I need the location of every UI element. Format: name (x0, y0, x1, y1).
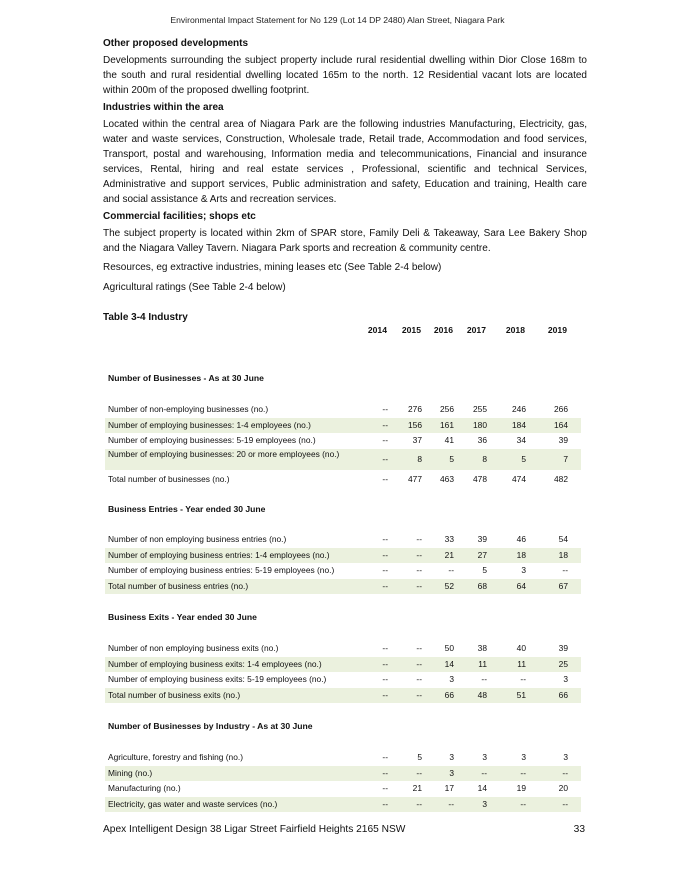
table-cell: 27 (477, 549, 487, 560)
year-header: 2019 (547, 325, 567, 335)
table-row (105, 402, 581, 417)
table-cell: -- (448, 798, 454, 809)
table-cell: 5 (449, 453, 454, 464)
table-cell: 20 (558, 783, 568, 793)
row-label: Number of employing businesses: 5-19 employees (no.) (108, 435, 316, 445)
row-label: Number of non-employing businesses (no.) (108, 404, 269, 414)
table-cell: 463 (440, 473, 454, 484)
table-cell: -- (382, 767, 388, 778)
table-cell: 41 (444, 435, 454, 445)
table-cell: 46 (516, 534, 526, 544)
table-cell: 39 (477, 534, 487, 544)
year-header: 2014 (367, 325, 387, 335)
table-cell: 477 (408, 473, 422, 484)
table-cell: -- (382, 435, 388, 445)
table-cell: 21 (412, 783, 422, 793)
table-cell: 3 (521, 565, 526, 575)
table-cell: 21 (444, 549, 454, 560)
table-year-header (103, 325, 581, 339)
table-row (105, 548, 581, 563)
section-paragraph: The subject property is located within 2km of SPAR store, Family Deli & Takeaway, Sara Lee Bakery Shop and the Niagara Valley Tavern. Niagara Park sports and recreation & community centre. (103, 228, 587, 254)
table-cell: -- (416, 658, 422, 669)
table-cell: 11 (478, 658, 487, 669)
table-cell: 39 (558, 435, 568, 445)
table-cell: 5 (482, 565, 487, 575)
row-label: Number of non employing business exits (no.) (108, 643, 279, 653)
table-cell: -- (416, 767, 422, 778)
table-cell: 25 (558, 658, 568, 669)
table-cell: 39 (558, 643, 568, 653)
year-header: 2017 (466, 325, 486, 335)
table-cell: 8 (417, 453, 422, 464)
page-header: Environmental Impact Statement for No 129 (Lot 14 DP 2480) Alan Street, Niagara Park (170, 15, 505, 25)
row-label: Number of employing businesses: 20 or more employees (no.) (108, 448, 340, 459)
table-cell: -- (481, 767, 487, 778)
table-cell: 5 (417, 752, 422, 762)
table-cell: -- (382, 643, 388, 653)
row-label: Number of employing business exits: 1-4 employees (no.) (108, 658, 322, 669)
row-label: Total number of businesses (no.) (108, 473, 230, 484)
table-cell: 156 (408, 419, 422, 430)
table-cell: 64 (516, 580, 526, 591)
row-label: Number of employing business entries: 5-19 employees (no.) (108, 565, 335, 575)
table-row (105, 418, 581, 433)
agricultural-line: Agricultural ratings (See Table 2-4 below) (103, 282, 286, 293)
table-cell: -- (382, 658, 388, 669)
table-cell: 48 (477, 689, 487, 700)
table-row (105, 433, 581, 448)
table-cell: 37 (412, 435, 422, 445)
table-cell: -- (382, 534, 388, 544)
table-cell: -- (520, 674, 526, 684)
row-label: Manufacturing (no.) (108, 783, 181, 793)
section-heading: Commercial facilities; shops etc (103, 211, 256, 222)
table-cell: -- (562, 767, 568, 778)
table-cell: 36 (477, 435, 487, 445)
table-cell: -- (416, 549, 422, 560)
table-row (105, 750, 581, 765)
table-cell: 164 (554, 419, 568, 430)
table-cell: 66 (558, 689, 568, 700)
row-label: Number of employing business entries: 1-4 employees (no.) (108, 549, 330, 560)
table-cell: 3 (482, 752, 487, 762)
table-cell: -- (481, 674, 487, 684)
table-cell: 38 (477, 643, 487, 653)
table-title: Table 3-4 Industry (103, 312, 188, 323)
table-cell: -- (416, 580, 422, 591)
table-cell: -- (416, 565, 422, 575)
table-cell: 34 (516, 435, 526, 445)
table-cell: 50 (444, 643, 454, 653)
table-cell: -- (416, 534, 422, 544)
section-heading: Industries within the area (103, 102, 224, 113)
table-section-title: Business Exits - Year ended 30 June (108, 612, 257, 622)
table-cell: 3 (563, 674, 568, 684)
table-cell: 8 (482, 453, 487, 464)
table-cell: 180 (473, 419, 487, 430)
table-cell: 17 (444, 783, 454, 793)
table-row (105, 657, 581, 672)
table-cell: -- (416, 674, 422, 684)
table-row (105, 672, 581, 687)
year-header: 2016 (433, 325, 453, 335)
table-cell: 255 (473, 404, 487, 414)
table-row (105, 766, 581, 781)
table-cell: 474 (512, 473, 526, 484)
table-cell: -- (562, 798, 568, 809)
table-cell: 7 (563, 453, 568, 464)
table-cell: -- (382, 473, 388, 484)
table-row (105, 688, 581, 703)
row-label: Total number of business exits (no.) (108, 689, 241, 700)
table-cell: 276 (408, 404, 422, 414)
table-row (105, 781, 581, 796)
year-header: 2018 (505, 325, 525, 335)
table-cell: 66 (444, 689, 454, 700)
table-cell: 3 (563, 752, 568, 762)
table-cell: -- (520, 767, 526, 778)
table-cell: -- (520, 798, 526, 809)
table-cell: 33 (444, 534, 454, 544)
table-cell: 14 (477, 783, 487, 793)
table-row (105, 641, 581, 656)
table-cell: -- (382, 404, 388, 414)
table-cell: 3 (482, 798, 487, 809)
row-label: Mining (no.) (108, 767, 153, 778)
table-cell: -- (416, 643, 422, 653)
table-cell: 184 (512, 419, 526, 430)
table-cell: 18 (516, 549, 526, 560)
table-row (105, 579, 581, 594)
table-cell: -- (382, 752, 388, 762)
table-cell: -- (382, 565, 388, 575)
table-cell: -- (416, 798, 422, 809)
table-cell: -- (448, 565, 454, 575)
table-cell: -- (382, 549, 388, 560)
table-cell: 5 (521, 453, 526, 464)
table-cell: -- (382, 453, 388, 464)
table-cell: 14 (444, 658, 454, 669)
table-cell: 19 (516, 783, 526, 793)
table-cell: 161 (440, 419, 454, 430)
table-cell: 3 (449, 752, 454, 762)
resources-line: Resources, eg extractive industries, mining leases etc (See Table 2-4 below) (103, 262, 442, 273)
table-cell: 478 (473, 473, 487, 484)
section-paragraph: Located within the central area of Niagara Park are the following industries Manufacturing, Electricity, gas, water and waste services, Construction, Wholesale trade, Retail trade, Accommodation and food services, Transport, postal and warehousing, Information media and telecommunications, Financial and insurance services, Rental, hiring and real estate services , Professional, scientific and technical Services, Administrative and support services, Public administration and safety, Education and training, Health care and social assistance & Arts and recreation services. (103, 119, 587, 205)
table-cell: 11 (517, 658, 526, 669)
table-cell: 18 (558, 549, 568, 560)
table-cell: -- (382, 674, 388, 684)
section-heading: Other proposed developments (103, 38, 249, 49)
section-paragraph: Developments surrounding the subject property include rural residential dwelling within Dior Close 168m to the south and rural residential dwelling located 165m to the north. 12 Residential vacant lots are located within 200m of the proposed dwelling footprint. (103, 55, 587, 96)
table-cell: -- (382, 419, 388, 430)
table-row (105, 532, 581, 547)
table-cell: 3 (449, 674, 454, 684)
table-cell: 51 (516, 689, 526, 700)
page-number: 33 (573, 824, 585, 835)
table-cell: 3 (521, 752, 526, 762)
table-cell: 68 (477, 580, 487, 591)
row-label: Total number of business entries (no.) (108, 580, 249, 591)
row-label: Number of non employing business entries (no.) (108, 534, 287, 544)
table-section-title: Business Entries - Year ended 30 June (108, 504, 266, 514)
table-row (105, 797, 581, 812)
table-cell: 266 (554, 404, 568, 414)
footer-address: Apex Intelligent Design 38 Ligar Street Fairfield Heights 2165 NSW (103, 824, 406, 835)
table-cell: 67 (558, 580, 568, 591)
table-cell: -- (382, 689, 388, 700)
table-cell: -- (562, 565, 568, 575)
table-cell: 482 (554, 473, 568, 484)
table-cell: 54 (558, 534, 568, 544)
table-section-title: Number of Businesses by Industry - As at 30 June (108, 721, 313, 731)
row-label: Agriculture, forestry and fishing (no.) (108, 752, 243, 762)
table-cell: -- (416, 689, 422, 700)
table-cell: 52 (444, 580, 454, 591)
table-cell: 3 (449, 767, 454, 778)
table-cell: -- (382, 798, 388, 809)
table-section-title: Number of Businesses - As at 30 June (108, 373, 264, 383)
row-label: Electricity, gas water and waste services (no.) (108, 798, 278, 809)
table-row (105, 563, 581, 578)
table-cell: 40 (516, 643, 526, 653)
table-cell: -- (382, 580, 388, 591)
table-row (105, 472, 581, 487)
row-label: Number of employing business exits: 5-19 employees (no.) (108, 674, 327, 684)
table-cell: 246 (512, 404, 526, 414)
year-header: 2015 (401, 325, 421, 335)
table-cell: 256 (440, 404, 454, 414)
row-label: Number of employing businesses: 1-4 employees (no.) (108, 419, 311, 430)
table-cell: -- (382, 783, 388, 793)
body-text (103, 38, 587, 300)
table-row (105, 449, 581, 470)
